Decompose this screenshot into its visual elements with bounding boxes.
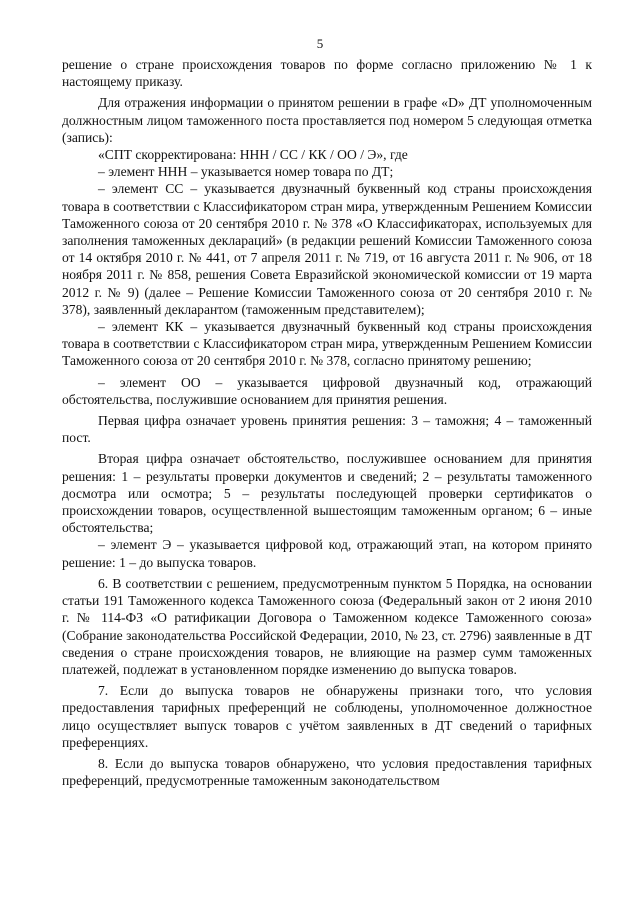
paragraph-item-7: 7. Если до выпуска товаров не обнаружены признаки того, что условия предоставления тарифных преференций не соблюдены, уполномоченное должностное лицо осуществляет выпуск товаров с учётом заявленных в ДТ сведений о тарифных преференциях. xyxy=(62,683,592,750)
paragraph-first-digit: Первая цифра означает уровень принятия решения: 3 – таможня; 4 – таможенный пост. xyxy=(62,413,592,446)
paragraph-mark-format: «СПТ скорректирована: ННН / СС / КК / ОО / Э», где xyxy=(98,147,408,163)
paragraph-second-digit: Вторая цифра означает обстоятельство, послужившее основанием для принятия решения: 1 – результаты проверки документов и сведений; 2 – результаты таможенного досмотра или осмотра; 5 – результаты последующей проверки сертификатов о происхождении товаров, осуществленной вышестоящим таможенным органом; 6 – иные обстоятельства; xyxy=(62,451,592,536)
page-number: 5 xyxy=(316,36,324,51)
paragraph-element-oo: – элемент ОО – указывается цифровой двузначный код, отражающий обстоятельства, послужившие основанием для принятия решения. xyxy=(62,374,592,407)
paragraph-element-ss: – элемент СС – указывается двузначный буквенный код страны происхождения товара в соответствии с Классификатором стран мира, утвержденным Решением Комиссии Таможенного союза от 20 сентября 2010 г. № 378 «О Классификаторах, используемых для заполнения таможенных деклараций» (в редакции решений Комиссии Таможенного союза от 14 октября 2010 г. № 441, от 7 апреля 2011 г. № 719, от 16 августа 2011 г. № 906, от 18 ноября 2011 г. № 858, решения Совета Евразийской экономической комиссии от 19 марта 2012 г. № 9) (далее – Решение Комиссии Таможенного союза от 20 сентября 2010 г. № 378), заявленный декларантом (таможенным представителем); xyxy=(62,181,592,317)
paragraph-item-8: 8. Если до выпуска товаров обнаружено, что условия предоставления тарифных преференций, предусмотренные таможенным законодательством xyxy=(62,755,592,789)
paragraph-continuation: решение о стране происхождения товаров по форме согласно приложению № 1 к настоящему приказу. xyxy=(62,57,592,90)
paragraph-element-e: – элемент Э – указывается цифровой код, отражающий этап, на котором принято решение: 1 – до выпуска товаров. xyxy=(62,537,592,570)
document-body xyxy=(62,56,592,789)
paragraph-element-kk: – элемент КК – указывается двузначный буквенный код страны происхождения товара в соответствии с Классификатором стран мира, утвержденным Решением Комиссии Таможенного союза от 20 сентября 2010 г. № 378, согласно принятому решению; xyxy=(62,319,592,369)
paragraph-mark-intro: Для отражения информации о принятом решении в графе «D» ДТ уполномоченным должностным лицом таможенного поста проставляется под номером 5 следующая отметка (запись): xyxy=(62,95,592,145)
paragraph-element-nnn: – элемент ННН – указывается номер товара по ДТ; xyxy=(98,164,394,180)
paragraph-item-6: 6. В соответствии с решением, предусмотренным пунктом 5 Порядка, на основании статьи 191 Таможенного кодекса Таможенного союза (Федеральный закон от 2 июня 2010 г. № 114-ФЗ «О ратификации Договора о Таможенном кодексе Таможенного союза» (Собрание законодательства Российской Федерации, 2010, № 23, ст. 2796) заявленные в ДТ сведения о стране происхождения товаров, не влияющие на размер сумм таможенных платежей, подлежат в установленном порядке изменению до выпуска товаров. xyxy=(62,575,592,677)
